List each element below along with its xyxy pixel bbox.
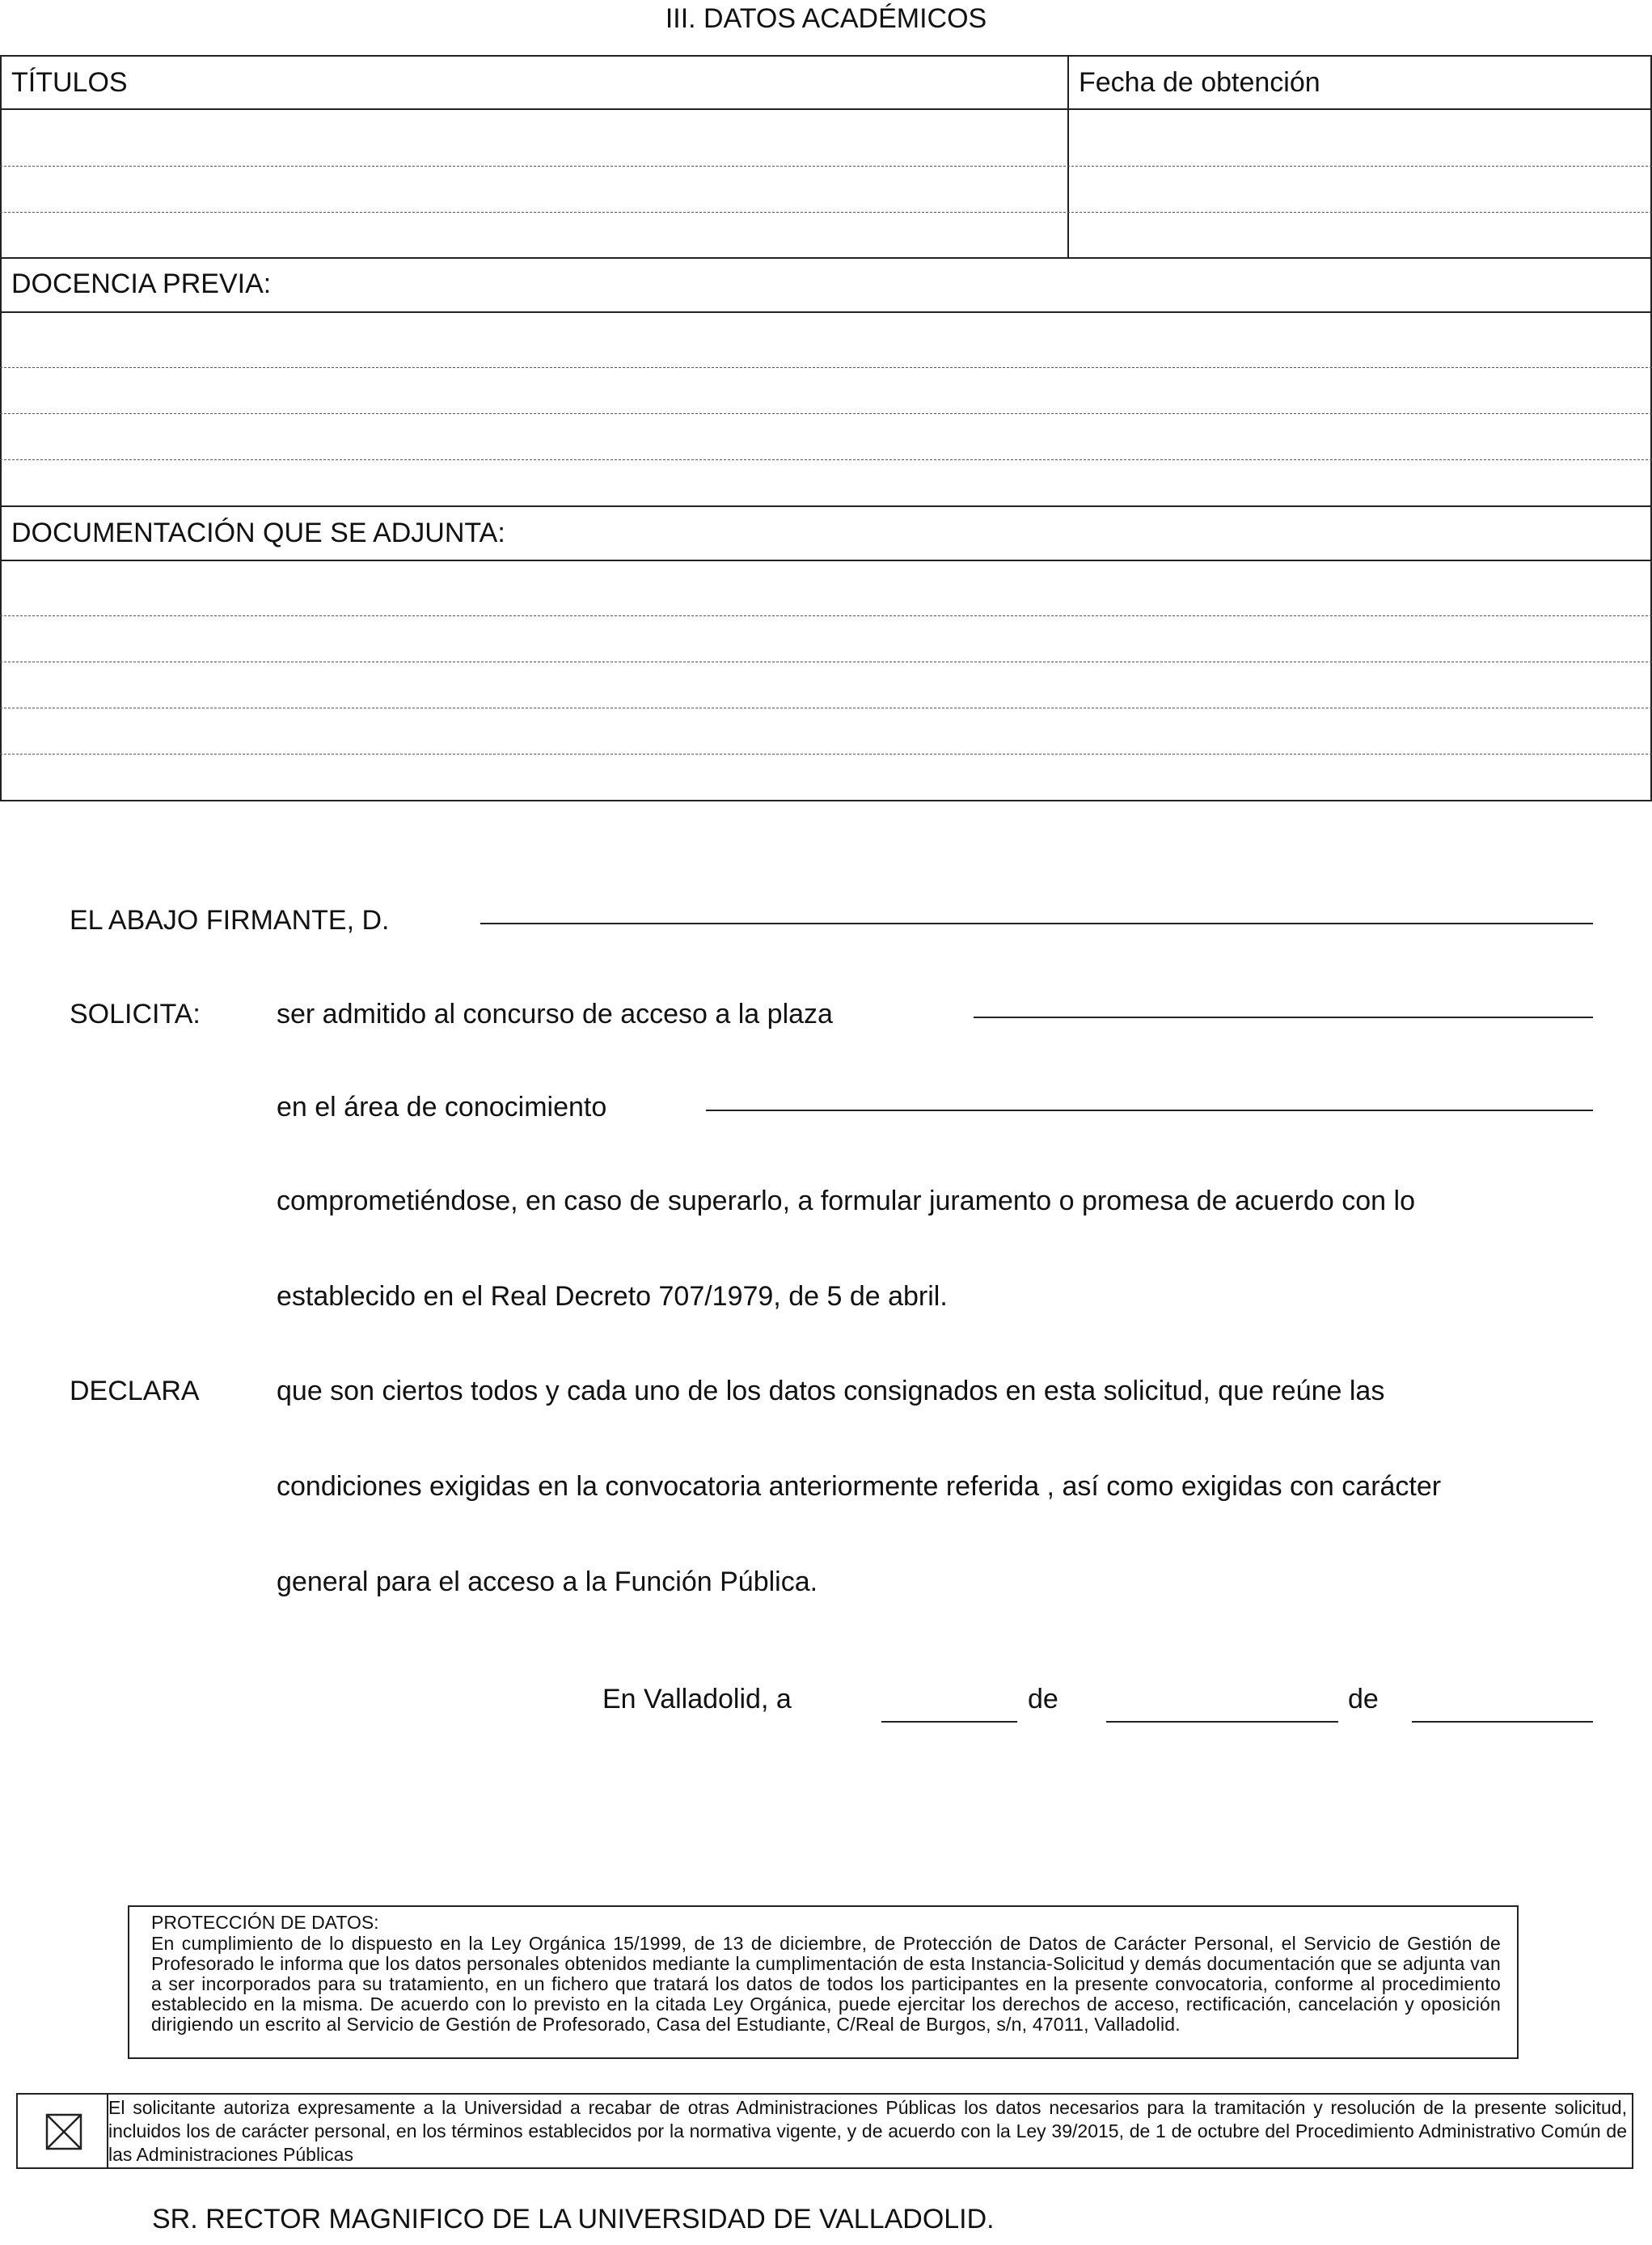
proteccion-datos-title: PROTECCIÓN DE DATOS:	[151, 1912, 379, 1933]
date-de-1: de	[1028, 1684, 1058, 1714]
proteccion-datos-text: En cumplimiento de lo dispuesto en la Ley Orgánica 15/1999, de 13 de diciembre, de Protección de Datos de Carácter Personal, el Servicio de Gestión de Profesorado le informa que los datos personales obtenidos mediante la cumplimentación de esta Instancia-Solicitud y demás documentación que se adjunta van a ser incorporados para su tratamiento, en un fichero que tratará los datos de todos los participantes en la presente convocatoria, conforme al procedimiento establecido en la misma. De acuerdo con lo previsto en la citada Ley Orgánica, puede ejercitar los derechos de acceso, rectificación, cancelación y oposición dirigiendo un escrito al Servicio de Gestión de Profesorado, Casa del Estudiante, C/Real de Burgos, s/n, 47011, Valladolid.	[151, 1933, 1501, 2035]
titulos-column-divider	[1067, 55, 1069, 257]
autorizacion-box	[16, 2093, 1633, 2169]
documentacion-header-rule	[0, 560, 1652, 561]
titulos-header-rule	[0, 108, 1652, 110]
titulos-section-rule	[0, 257, 1652, 259]
solicita-line-1: ser admitido al concurso de acceso a la plaza	[277, 999, 833, 1029]
solicita-line-2: en el área de conocimiento	[277, 1092, 607, 1122]
date-de-2: de	[1348, 1684, 1379, 1714]
docencia-header-rule	[0, 311, 1652, 313]
solicita-label: SOLICITA:	[70, 999, 201, 1029]
declara-label: DECLARA	[70, 1376, 200, 1406]
declara-line-3: general para el acceso a la Función Pública.	[277, 1566, 818, 1597]
docencia-entry-line-1[interactable]	[0, 367, 1652, 368]
date-prefix: En Valladolid, a	[602, 1684, 792, 1714]
docencia-section-rule	[0, 505, 1652, 507]
solicita-line-3: comprometiéndose, en caso de superarlo, a formular juramento o promesa de acuerdo con lo	[277, 1186, 1415, 1216]
autorizacion-text: El solicitante autoriza expresamente a la Universidad a recabar de otras Administraciones Públicas los datos necesarios para la tramitación y resolución de la presente solicitud, incluidos los de carácter personal, en los términos establecidos por la normativa vigente, y de acuerdo con la Ley 39/2015, de 1 de octubre del Procedimiento Administrativo Común de las Administraciones Públicas	[108, 2097, 1627, 2165]
firmante-name-field[interactable]	[480, 923, 1593, 924]
titulos-label: TÍTULOS	[11, 67, 128, 98]
checked-x-icon	[18, 2095, 108, 2167]
documentacion-entry-line-4[interactable]	[0, 754, 1652, 755]
titulos-entry-line-2[interactable]	[0, 212, 1652, 213]
date-year-field[interactable]	[1412, 1721, 1593, 1723]
declara-line-2: condiciones exigidas en la convocatoria anteriormente referida , así como exigidas con carácter	[277, 1471, 1442, 1502]
proteccion-datos-box	[128, 1905, 1519, 2059]
documentacion-label: DOCUMENTACIÓN QUE SE ADJUNTA:	[11, 518, 505, 548]
rector-addressee: SR. RECTOR MAGNIFICO DE LA UNIVERSIDAD DE VALLADOLID.	[152, 2204, 995, 2234]
date-day-field[interactable]	[881, 1721, 1017, 1723]
fecha-obtencion-label: Fecha de obtención	[1079, 67, 1320, 98]
area-conocimiento-field[interactable]	[706, 1110, 1593, 1111]
plaza-field[interactable]	[974, 1017, 1593, 1018]
docencia-previa-label: DOCENCIA PREVIA:	[11, 268, 272, 299]
docencia-entry-line-2[interactable]	[0, 413, 1652, 414]
documentacion-entry-line-1[interactable]	[0, 615, 1652, 616]
firmante-label: EL ABAJO FIRMANTE, D.	[70, 905, 390, 936]
section-title: III. DATOS ACADÉMICOS	[665, 3, 987, 34]
solicita-line-4: establecido en el Real Decreto 707/1979, de 5 de abril.	[277, 1281, 948, 1312]
docencia-entry-line-3[interactable]	[0, 459, 1652, 460]
titulos-entry-line-1[interactable]	[0, 166, 1652, 167]
declara-line-1: que son ciertos todos y cada uno de los datos consignados en esta solicitud, que reúne las	[277, 1376, 1385, 1406]
autorizacion-checkbox[interactable]	[18, 2095, 108, 2167]
date-month-field[interactable]	[1106, 1721, 1338, 1723]
academic-table	[0, 55, 1652, 801]
